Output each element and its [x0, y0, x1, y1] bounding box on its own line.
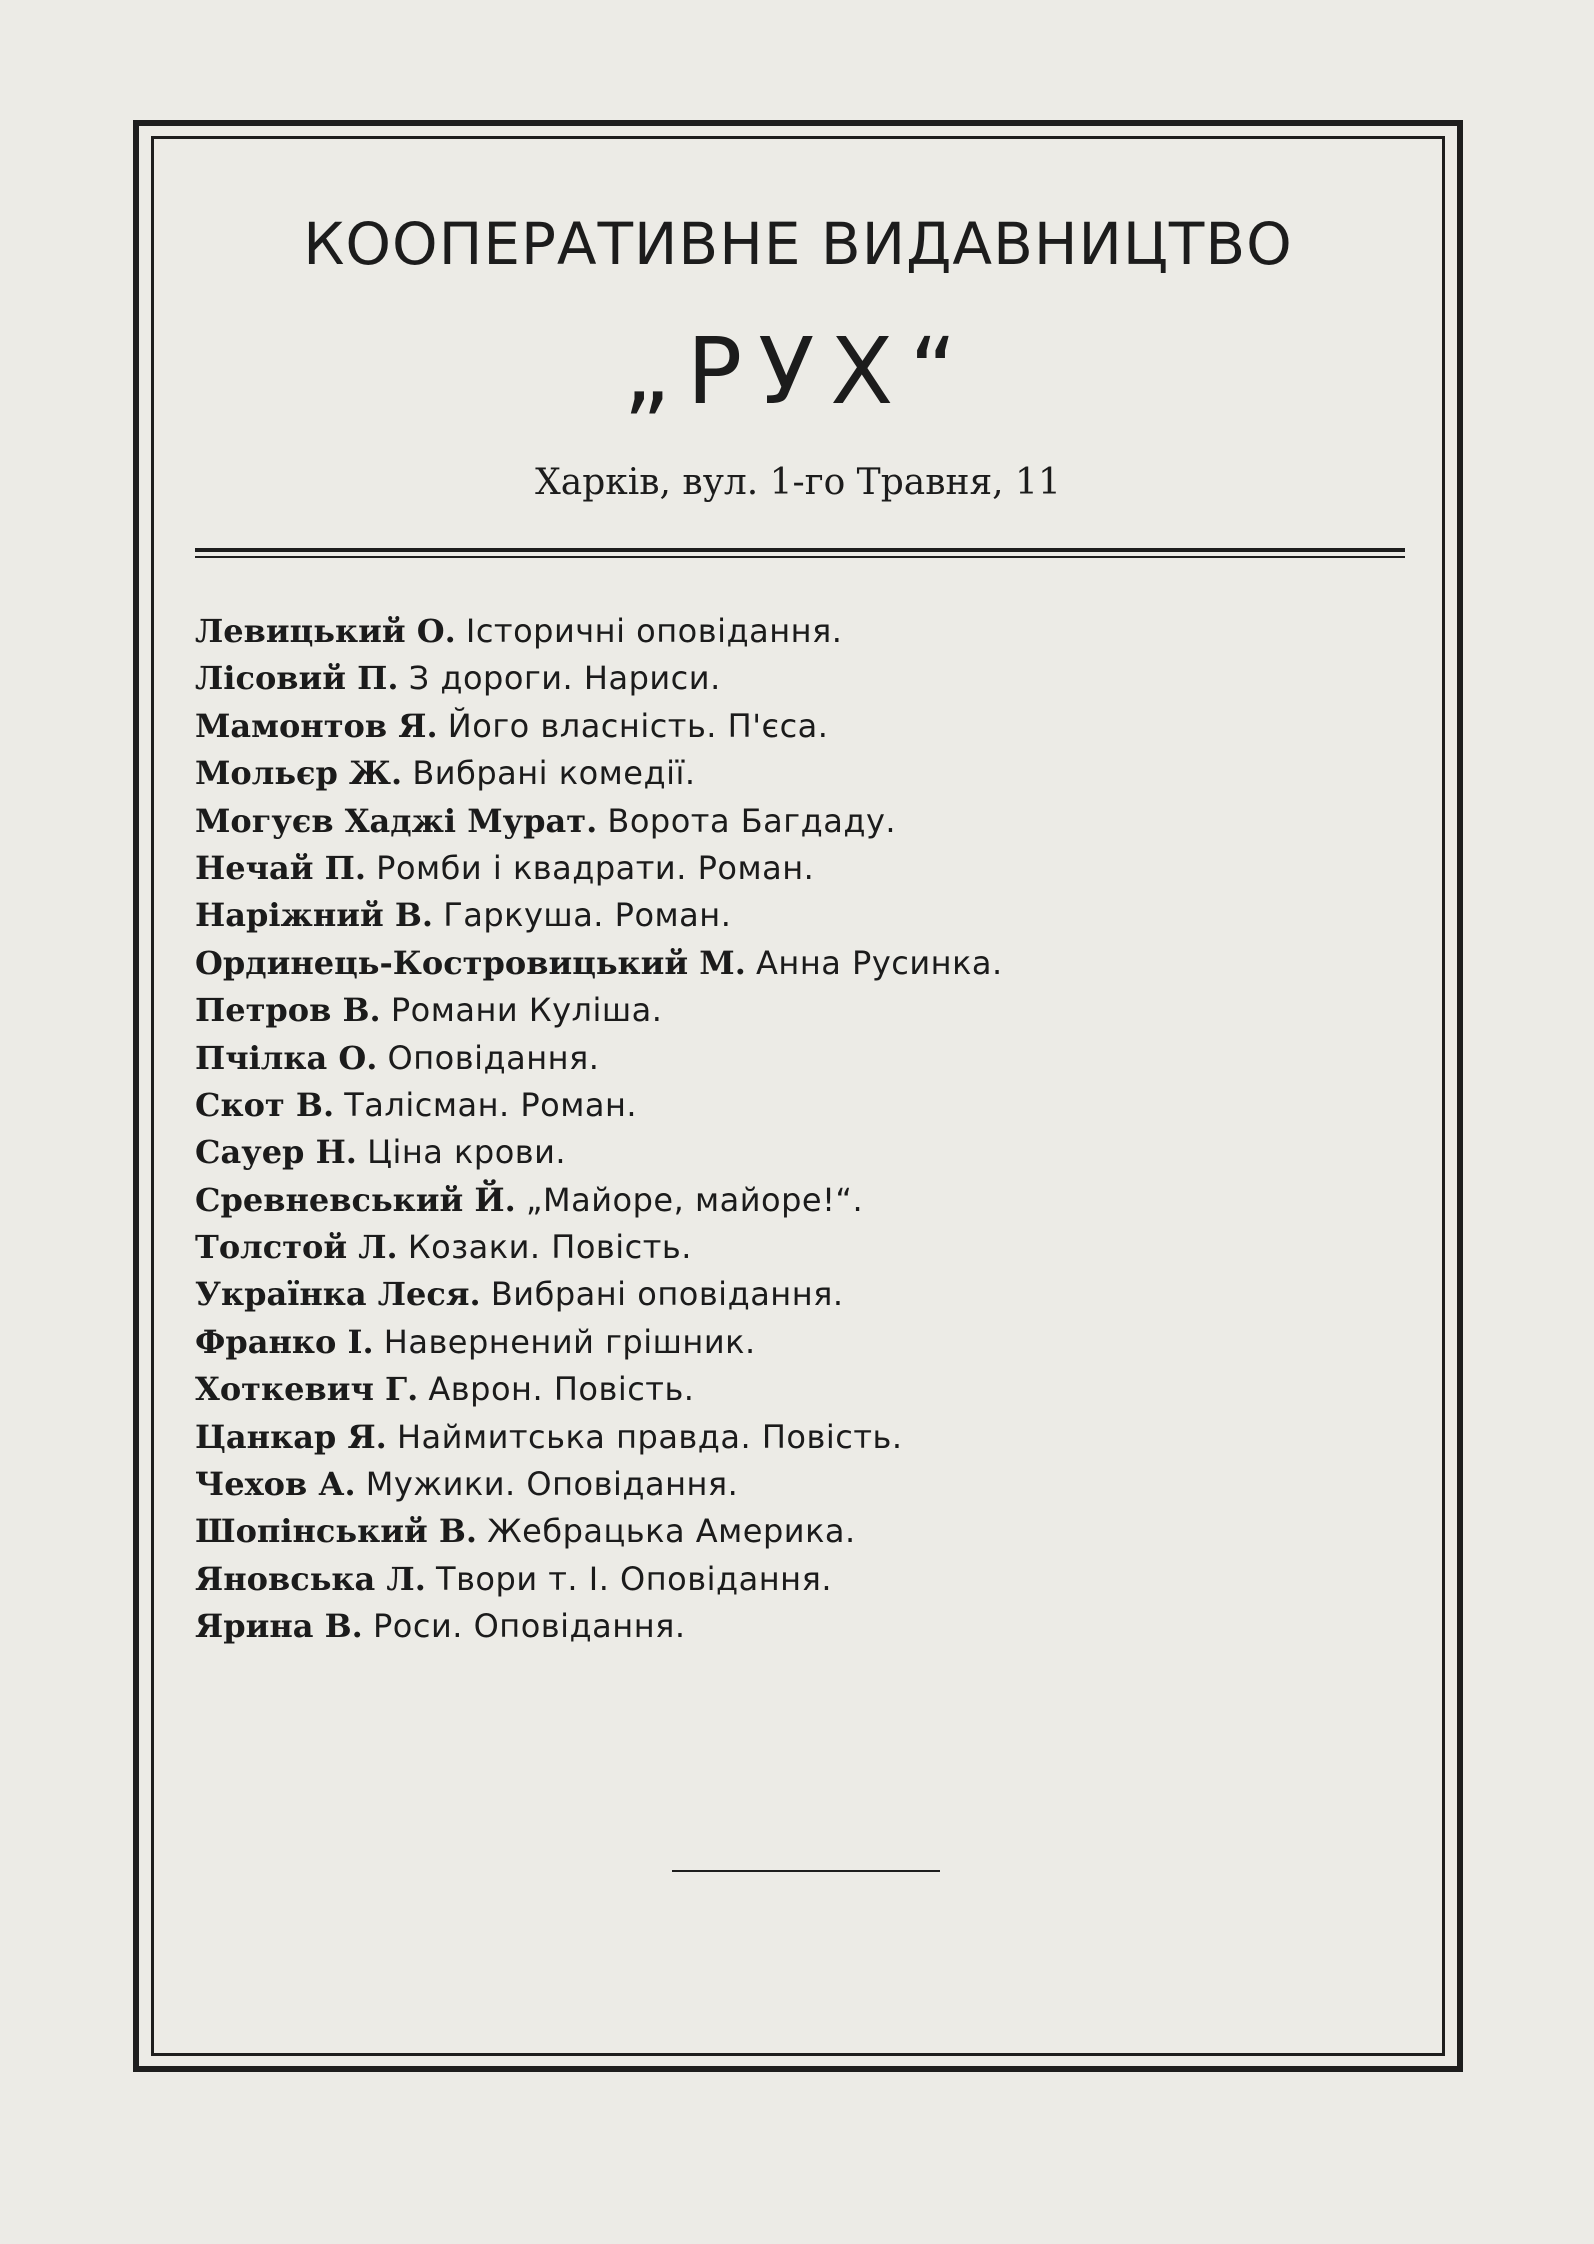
- book-title: Козаки. Повість.: [407, 1228, 692, 1267]
- list-end-divider: [672, 1870, 940, 1872]
- book-author: Толстой Л.: [195, 1228, 398, 1267]
- book-author: Франко І.: [195, 1322, 374, 1361]
- book-title: Твори т. І. Оповідання.: [436, 1559, 832, 1598]
- book-author: Чехов А.: [195, 1465, 356, 1504]
- book-title: З дороги. Нариси.: [408, 659, 721, 698]
- book-list: [195, 608, 1375, 1651]
- book-entry: [195, 798, 1375, 845]
- book-title: Ворота Багдаду.: [607, 801, 897, 840]
- book-author: Хоткевич Г.: [195, 1370, 419, 1409]
- book-entry: [195, 1271, 1375, 1318]
- book-title: Анна Русинка.: [756, 943, 1003, 982]
- book-author: Шопінський В.: [195, 1512, 478, 1551]
- book-entry: [195, 1366, 1375, 1413]
- book-title: Історичні оповідання.: [465, 612, 843, 650]
- book-title: Талісман. Роман.: [344, 1085, 638, 1124]
- book-author: Цанкар Я.: [195, 1417, 387, 1456]
- book-entry: [195, 845, 1375, 892]
- book-entry: [195, 1177, 1375, 1224]
- book-entry: [195, 1414, 1375, 1461]
- book-title: Оповідання.: [387, 1038, 600, 1077]
- book-entry: [195, 1319, 1375, 1366]
- book-entry: [195, 987, 1375, 1034]
- book-title: Романи Куліша.: [390, 991, 663, 1030]
- book-author: Пчілка О.: [195, 1038, 378, 1077]
- book-entry: [195, 1082, 1375, 1129]
- book-title: Наймитська правда. Повість.: [396, 1417, 903, 1456]
- book-author: Мольєр Ж.: [195, 754, 403, 793]
- book-entry: [195, 703, 1375, 750]
- book-author: Мамонтов Я.: [195, 706, 438, 745]
- book-entry: [195, 655, 1375, 702]
- book-title: Ромби і квадрати. Роман.: [376, 848, 815, 887]
- book-title: Навернений грішник.: [383, 1322, 756, 1361]
- book-title: Ціна крови.: [367, 1133, 567, 1172]
- book-entry: [195, 940, 1375, 987]
- book-entry: [195, 1224, 1375, 1271]
- publisher-heading: КООПЕРАТИВНЕ ВИДАВНИЦТВО: [303, 210, 1293, 278]
- book-entry: [195, 1035, 1375, 1082]
- book-entry: [195, 1461, 1375, 1508]
- book-entry: [195, 1603, 1375, 1650]
- book-entry: [195, 1556, 1375, 1603]
- header-divider-thin: [195, 556, 1405, 558]
- book-title: „Майоре, майоре!“.: [525, 1180, 864, 1219]
- book-author: Сревневський Й.: [195, 1180, 516, 1219]
- book-title: Аврон. Повість.: [428, 1370, 695, 1409]
- book-title: Мужики. Оповідання.: [365, 1465, 739, 1504]
- book-entry: [195, 1129, 1375, 1176]
- book-entry: [195, 1508, 1375, 1555]
- book-title: Роси. Оповідання.: [372, 1607, 686, 1646]
- brand-title: „РУХ“: [623, 318, 973, 425]
- book-title: Вибрані комедії.: [412, 754, 696, 793]
- book-entry: [195, 750, 1375, 797]
- book-author: Ярина В.: [195, 1607, 363, 1646]
- book-title: Його власність. П'єса.: [447, 706, 829, 745]
- header-divider-thick: [195, 548, 1405, 552]
- book-author: Яновська Л.: [195, 1559, 426, 1598]
- book-author: Левицький О.: [195, 612, 456, 650]
- book-entry: [195, 608, 1375, 655]
- book-title: Вибрані оповідання.: [490, 1275, 844, 1314]
- book-author: Лісовий П.: [195, 659, 399, 698]
- publisher-address: Харків, вул. 1-го Травня, 11: [535, 462, 1061, 503]
- book-title: Жебрацька Америка.: [487, 1512, 856, 1551]
- book-author: Ординець-Костровицький М.: [195, 943, 746, 982]
- book-author: Наріжний В.: [195, 896, 434, 935]
- book-title: Гаркуша. Роман.: [443, 896, 732, 935]
- book-author: Нечай П.: [195, 848, 366, 887]
- book-author: Сауер Н.: [195, 1133, 357, 1172]
- book-author: Петров В.: [195, 991, 381, 1030]
- book-author: Могуєв Хаджі Мурат.: [195, 801, 598, 840]
- book-entry: [195, 892, 1375, 939]
- book-author: Українка Леся.: [195, 1275, 481, 1314]
- book-author: Скот В.: [195, 1085, 335, 1124]
